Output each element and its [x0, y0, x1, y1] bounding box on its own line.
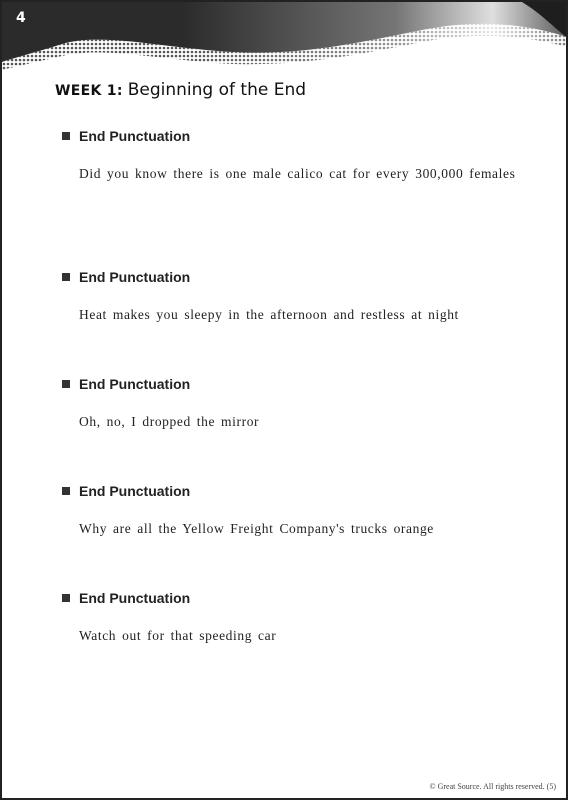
exercise-heading — [62, 269, 522, 285]
exercise-label: End Punctuation — [79, 590, 191, 606]
header-banner — [2, 2, 568, 72]
copyright-notice: © Great Source. All rights reserved. (5) — [429, 782, 556, 791]
exercise-3 — [62, 376, 522, 440]
page-number: 4 — [16, 10, 26, 26]
week-label: WEEK 1: — [55, 83, 123, 99]
exercise-label: End Punctuation — [79, 269, 191, 285]
square-bullet-icon — [62, 380, 70, 388]
square-bullet-icon — [62, 273, 70, 281]
week-heading — [55, 80, 306, 100]
exercise-5 — [62, 590, 522, 654]
square-bullet-icon — [62, 594, 70, 602]
exercise-sentence: Oh, no, I dropped the mirror — [79, 414, 260, 429]
exercise-sentence: Watch out for that speeding car — [79, 628, 277, 643]
exercise-sentence: Heat makes you sleepy in the afternoon and restless at night — [79, 307, 459, 322]
exercise-sentence: Did you know there is one male calico cat for every 300,000 females — [79, 166, 516, 181]
week-title: Beginning of the End — [127, 80, 307, 100]
square-bullet-icon — [62, 487, 70, 495]
exercise-2 — [62, 269, 522, 333]
exercise-label: End Punctuation — [79, 128, 191, 144]
exercise-4 — [62, 483, 522, 547]
exercise-1 — [62, 128, 522, 192]
exercise-heading — [62, 483, 522, 499]
exercise-heading — [62, 376, 522, 392]
exercise-heading — [62, 590, 522, 606]
exercise-label: End Punctuation — [79, 376, 191, 392]
exercise-heading — [62, 128, 522, 144]
exercise-sentence: Why are all the Yellow Freight Company's trucks orange — [79, 521, 434, 536]
exercise-label: End Punctuation — [79, 483, 191, 499]
square-bullet-icon — [62, 132, 70, 140]
